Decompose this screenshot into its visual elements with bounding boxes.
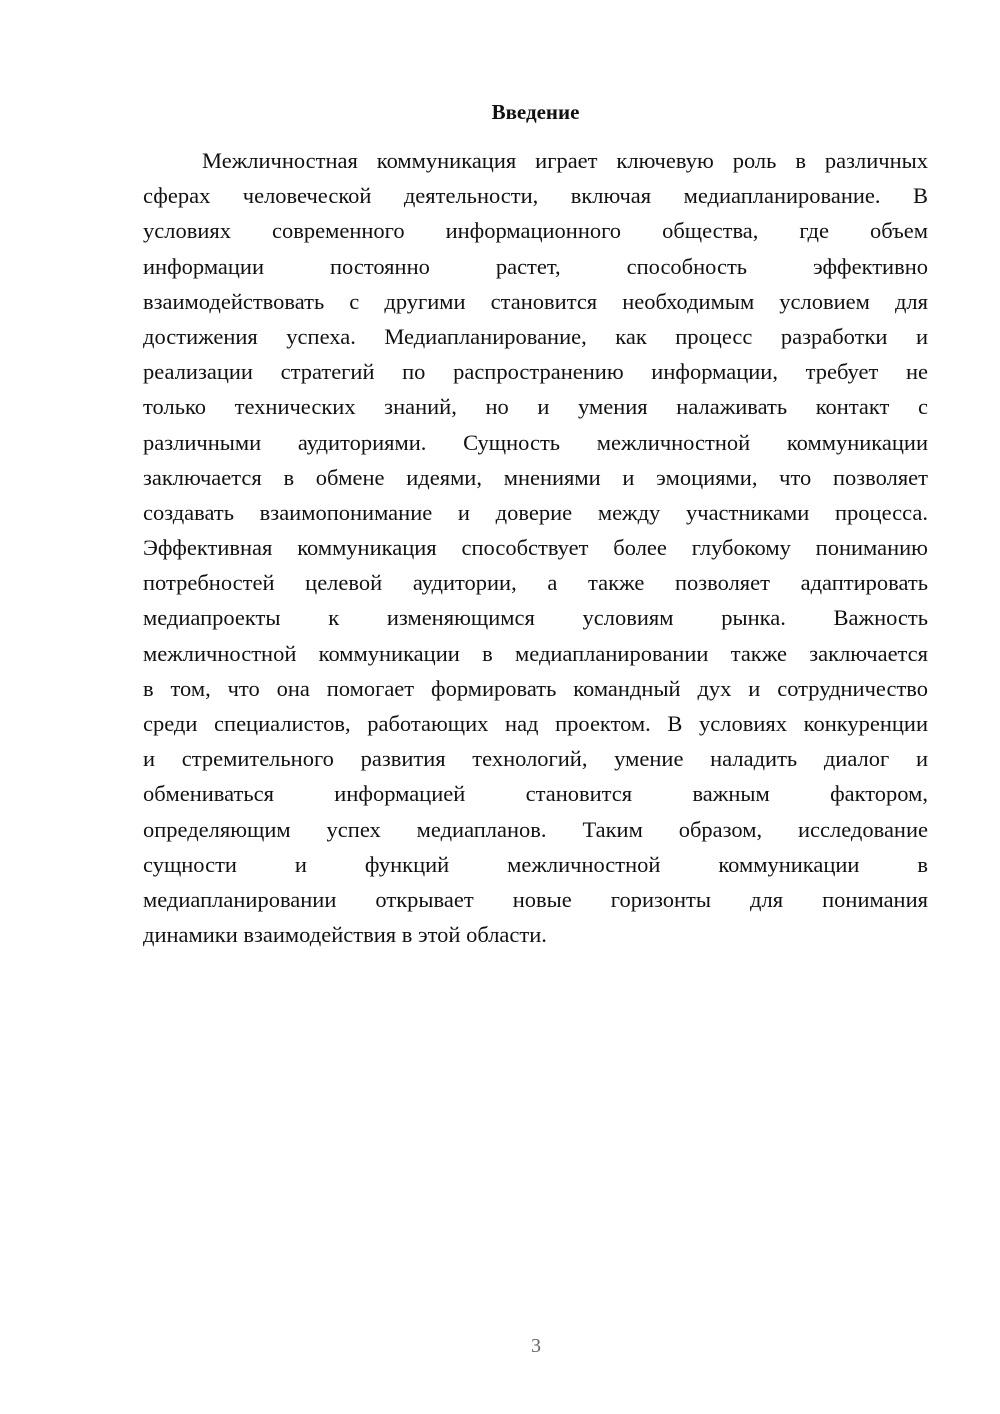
paragraph-line: медиапроекты к изменяющимся условиям рынка. Важность [143,605,928,631]
section-heading: Введение [491,100,580,124]
paragraph-line: сущности и функций межличностной коммуникации в [143,851,928,877]
paragraph-line: только технических знаний, но и умения налаживать контакт с [143,394,928,420]
paragraph-line: в том, что она помогает формировать командный дух и сотрудничество [143,675,928,701]
paragraph-line: взаимодействовать с другими становится необходимым условием для [143,288,928,314]
paragraph-line: и стремительного развития технологий, умение наладить диалог и [143,746,928,772]
paragraph-line: информации постоянно растет, способность эффективно [143,253,928,279]
paragraph-line: среди специалистов, работающих над проектом. В условиях конкуренции [143,711,928,736]
paragraph-line: реализации стратегий по распространению информации, требует не [143,359,928,385]
paragraph-line: заключается в обмене идеями, мнениями и эмоциями, что позволяет [143,464,928,490]
paragraph-line: Межличностная коммуникация играет ключевую роль в различных [202,148,928,173]
paragraph-line: определяющим успех медиапланов. Таким образом, исследование [143,816,928,842]
paragraph-line: потребностей целевой аудитории, а также позволяет адаптировать [143,570,928,596]
paragraph-line: Эффективная коммуникация способствует более глубокому пониманию [143,535,928,561]
paragraph-line: динамики взаимодействия в этой области. [143,922,547,948]
paragraph-line: создавать взаимопонимание и доверие между участниками процесса. [143,499,928,525]
page-number: 3 [531,1335,541,1357]
paragraph-line: обмениваться информацией становится важным фактором, [143,781,928,807]
paragraph-line: медиапланировании открывает новые горизонты для понимания [143,886,928,912]
paragraph-line: условиях современного информационного общества, где объем [143,218,928,244]
paragraph-line: сферах человеческой деятельности, включая медиапланирование. В [143,183,928,209]
paragraph-line: различными аудиториями. Сущность межличностной коммуникации [143,429,928,455]
body-paragraph [143,143,928,952]
paragraph-line: достижения успеха. Медиапланирование, как процесс разработки и [143,323,928,349]
paragraph-line: межличностной коммуникации в медиапланировании также заключается [143,640,928,666]
